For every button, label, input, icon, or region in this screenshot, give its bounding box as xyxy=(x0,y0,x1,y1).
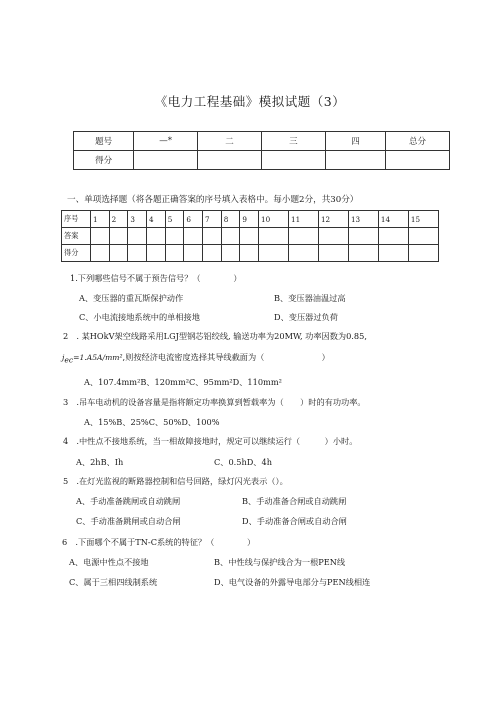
answer-score-cell[interactable] xyxy=(378,245,408,262)
number-cell: 12 xyxy=(318,211,348,228)
number-cell: 5 xyxy=(165,211,184,228)
question-5-option-d: D、手动准备合闸或自动合闸 xyxy=(242,516,347,526)
number-cell: 6 xyxy=(184,211,203,228)
page-title: 《电力工程基础》模拟试题（3） xyxy=(154,94,346,109)
question-6-option-c: C、属于三相四线制系统 xyxy=(69,577,158,587)
score-cell[interactable] xyxy=(261,151,325,170)
answer-score-cell[interactable] xyxy=(109,245,128,262)
question-6-stem: 6 .下面哪个不属于TN-C系统的特征？（ ） xyxy=(62,537,256,547)
number-cell: 9 xyxy=(240,211,259,228)
score-cell[interactable] xyxy=(198,151,262,170)
question-5-stem: 5 .在灯光监视的断路器控制和信号回路，绿灯闪光表示（）。 xyxy=(63,476,288,486)
number-cell: 14 xyxy=(378,211,408,228)
number-cell: 2 xyxy=(109,211,128,228)
formula-subscript: ec xyxy=(64,355,74,365)
answer-score-cell[interactable] xyxy=(91,245,110,262)
number-cell: 4 xyxy=(147,211,166,228)
score-header-cell: —* xyxy=(134,132,198,151)
answer-row-label: 答案 xyxy=(62,228,91,245)
score-header-cell: 四 xyxy=(325,132,385,151)
question-3-stem: 3 .吊车电动机的设备容量是指将额定功率换算到暂载率为（ ）时的有功功率。 xyxy=(63,397,366,407)
answer-score-cell[interactable] xyxy=(408,245,438,262)
score-header-cell: 三 xyxy=(261,132,325,151)
section-heading: 一、单项选择题（将各题正确答案的序号填入表格中。每小题2分，共30分） xyxy=(67,195,359,205)
answer-cell[interactable] xyxy=(318,228,348,245)
answer-cell[interactable] xyxy=(184,228,203,245)
question-1-stem: 1.下列哪些信号不属于预告信号？（ ） xyxy=(70,273,242,283)
score-header-cell: 题号 xyxy=(74,132,134,151)
answer-score-cell[interactable] xyxy=(128,245,147,262)
question-6-option-b: B、中性线与保护线合为一根PEN线 xyxy=(214,557,346,567)
score-table xyxy=(73,131,450,170)
formula-value: =1.A5A/mm² xyxy=(73,353,123,362)
answer-score-cell[interactable] xyxy=(289,245,319,262)
number-cell: 1 xyxy=(91,211,110,228)
answer-row-label: 序号 xyxy=(62,211,91,228)
answer-cell[interactable] xyxy=(289,228,319,245)
number-cell: 15 xyxy=(408,211,438,228)
score-cell[interactable] xyxy=(134,151,198,170)
question-2-options: A、107.4mm²B、120mm²C、95mm²D、110mm² xyxy=(84,377,282,387)
question-4-option-a: A、2hB、Ih xyxy=(76,457,124,467)
answer-score-cell[interactable] xyxy=(203,245,222,262)
question-5-option-b: B、手动准备合闸或自动跳闸 xyxy=(242,496,347,506)
number-cell: 10 xyxy=(259,211,289,228)
answer-cell[interactable] xyxy=(240,228,259,245)
answer-score-cell[interactable] xyxy=(147,245,166,262)
answer-cell[interactable] xyxy=(348,228,378,245)
answer-cell[interactable] xyxy=(165,228,184,245)
table-row xyxy=(62,245,439,262)
number-cell: 13 xyxy=(348,211,378,228)
question-5-option-c: C、手动准备跳闸或自动合闸 xyxy=(76,516,181,526)
question-6-option-a: A、电源中性点不接地 xyxy=(69,557,149,567)
question-4-stem: 4 .中性点不接地系统，当一相故障接地时，规定可以继续运行（ ）小时。 xyxy=(63,436,358,446)
question-2-stem-rest: ,则按经济电流密度选择其导线截面为（ ） xyxy=(122,352,330,362)
score-cell[interactable] xyxy=(325,151,385,170)
answer-cell[interactable] xyxy=(91,228,110,245)
answer-cell[interactable] xyxy=(408,228,438,245)
formula-symbol: j xyxy=(62,353,65,362)
table-row xyxy=(74,132,450,151)
question-1-option-a: A、变压器的重瓦斯保护动作 xyxy=(79,293,184,303)
score-header-cell: 二 xyxy=(198,132,262,151)
question-3-options: A、15%B、25%C、50%D、100% xyxy=(84,417,220,427)
question-1-option-b: B、变压器油温过高 xyxy=(274,293,346,303)
answer-score-cell[interactable] xyxy=(165,245,184,262)
score-row-label: 得分 xyxy=(74,151,134,170)
question-1-option-c: C、小电流接地系统中的单相接地 xyxy=(79,312,200,322)
answer-cell[interactable] xyxy=(259,228,289,245)
answer-cell[interactable] xyxy=(221,228,240,245)
table-row xyxy=(62,211,439,228)
table-row xyxy=(62,228,439,245)
number-cell: 8 xyxy=(221,211,240,228)
answer-score-cell[interactable] xyxy=(240,245,259,262)
number-cell: 3 xyxy=(128,211,147,228)
answer-score-cell[interactable] xyxy=(348,245,378,262)
answer-table xyxy=(61,210,439,262)
question-4-option-b: C、0.5hD、4h xyxy=(214,457,272,467)
question-2-stem: 2 . 某HOkV架空线路采用LGJ型钢芯铝绞线, 输送功率为20MW, 功率因数为0.85, xyxy=(63,331,367,341)
answer-cell[interactable] xyxy=(147,228,166,245)
answer-score-cell[interactable] xyxy=(318,245,348,262)
question-2-stem-line2 xyxy=(62,352,330,365)
answer-score-cell[interactable] xyxy=(221,245,240,262)
answer-cell[interactable] xyxy=(128,228,147,245)
score-header-cell: 总分 xyxy=(386,132,450,151)
question-5-option-a: A、手动准备跳闸或自动跳闸 xyxy=(76,496,181,506)
answer-score-cell[interactable] xyxy=(184,245,203,262)
answer-cell[interactable] xyxy=(203,228,222,245)
answer-score-cell[interactable] xyxy=(259,245,289,262)
answer-cell[interactable] xyxy=(378,228,408,245)
number-cell: 7 xyxy=(203,211,222,228)
question-6-option-d: D、电气设备的外露导电部分与PEN线相连 xyxy=(214,577,371,587)
answer-row-label: 得分 xyxy=(62,245,91,262)
number-cell: 11 xyxy=(289,211,319,228)
score-cell[interactable] xyxy=(386,151,450,170)
answer-cell[interactable] xyxy=(109,228,128,245)
question-1-option-d: D、变压器过负荷 xyxy=(274,312,338,322)
table-row xyxy=(74,151,450,170)
